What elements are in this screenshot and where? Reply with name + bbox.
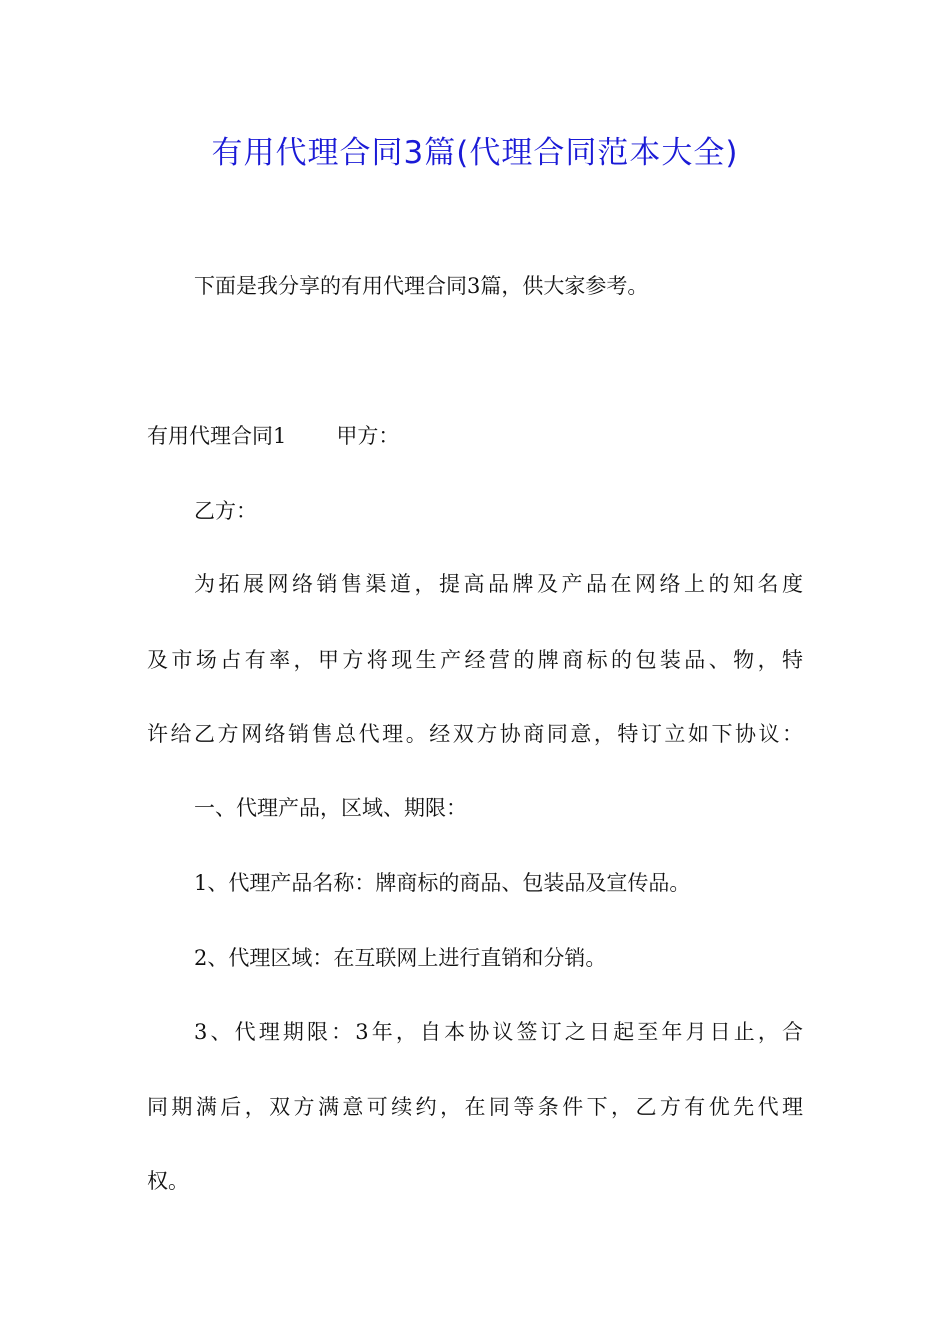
clause-item-3-line-2: 同期满后，双方满意可续约，在同等条件下，乙方有优先代理 [147,1095,803,1119]
section-1-heading: 一、代理产品，区域、期限： [194,796,467,820]
preamble-line-3: 许给乙方网络销售总代理。经双方协商同意，特订立如下协议： [147,722,803,746]
party-a-label: 甲方： [336,424,400,448]
contract-heading-line [147,418,399,454]
clause-item-3-line-3: 权。 [147,1169,189,1193]
preamble-line-1: 为拓展网络销售渠道，提高品牌及产品在网络上的知名度 [194,572,803,596]
clause-item-2: 2、代理区域：在互联网上进行直销和分销。 [194,946,607,970]
intro-paragraph: 下面是我分享的有用代理合同3篇，供大家参考。 [194,274,649,298]
contract-heading: 有用代理合同1 [147,424,287,448]
document-title: 有用代理合同3篇(代理合同范本大全) [211,135,739,171]
clause-item-1: 1、代理产品名称：牌商标的商品、包装品及宣传品。 [194,871,691,895]
party-b-label: 乙方： [194,499,257,523]
preamble-line-2: 及市场占有率，甲方将现生产经营的牌商标的包装品、物，特 [147,648,803,672]
clause-item-3-line-1: 3、代理期限：3年，自本协议签订之日起至年月日止，合 [194,1020,803,1044]
